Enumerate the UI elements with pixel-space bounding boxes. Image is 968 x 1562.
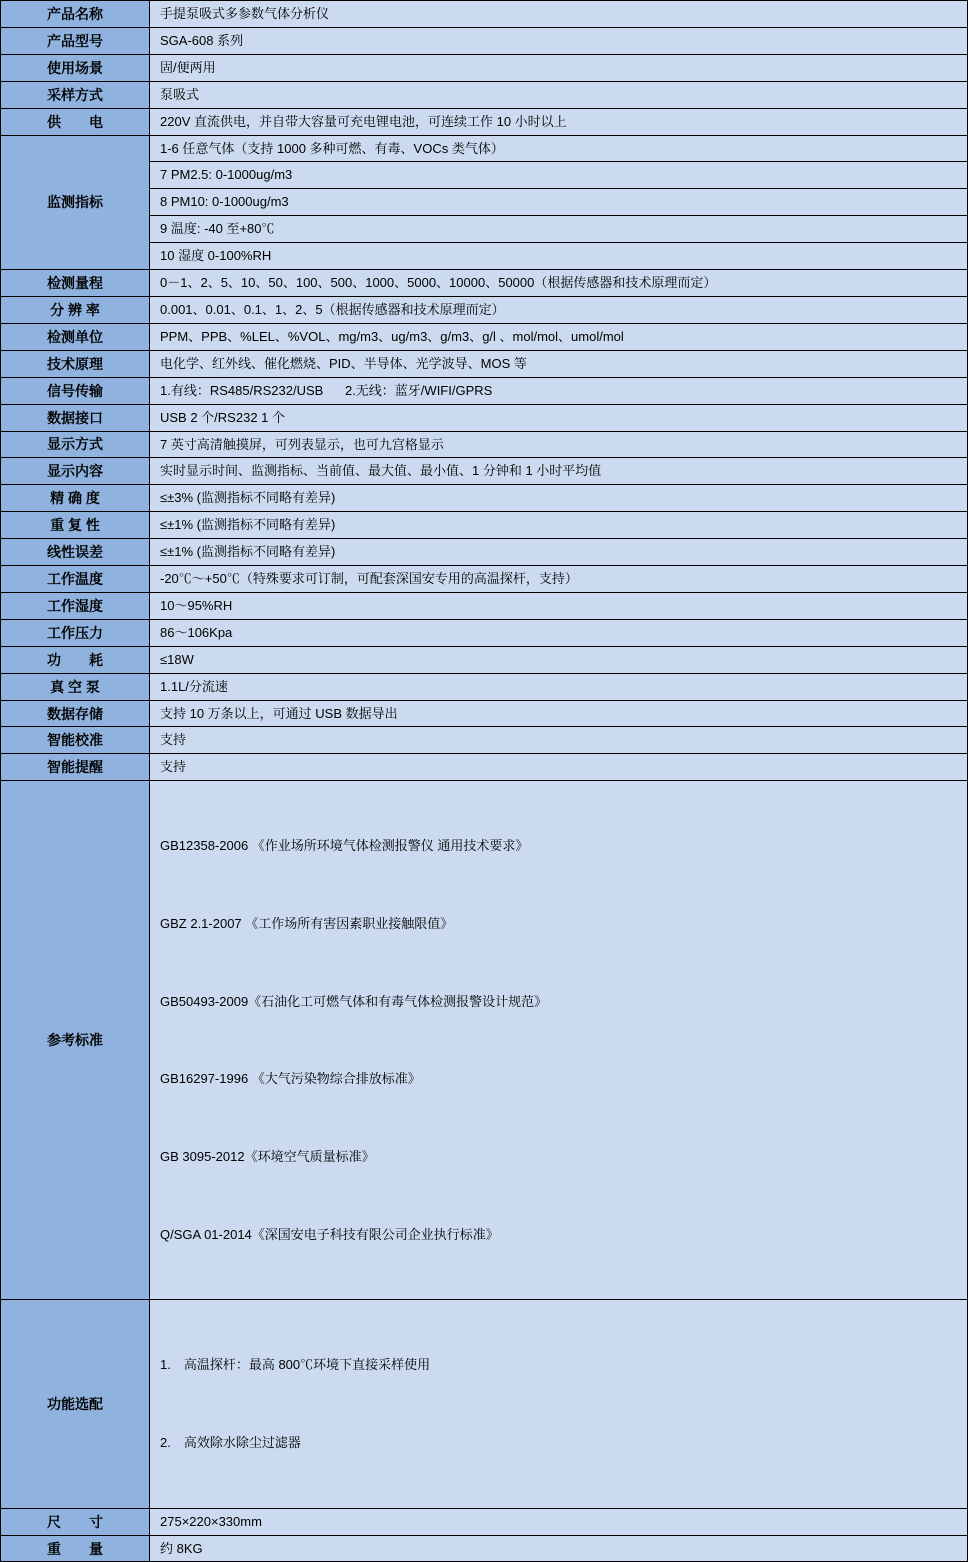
- spec-value: 1-6 任意气体（支持 1000 多种可燃、有毒、VOCs 类气体）: [150, 135, 968, 162]
- spec-label: 信号传输: [1, 377, 150, 404]
- table-row: [1, 270, 968, 297]
- spec-label: 使用场景: [1, 54, 150, 81]
- spec-label: 产品型号: [1, 27, 150, 54]
- standard-line: GB50493-2009《石油化工可燃气体和有毒气体检测报警设计规范》: [160, 993, 548, 1009]
- table-row: [1, 1, 968, 28]
- spec-value: ≤±3% (监测指标不同略有差异): [150, 485, 968, 512]
- option-line: 1. 高温探杆：最高 800℃环境下直接采样使用: [160, 1357, 431, 1373]
- spec-label: 产品名称: [1, 1, 150, 28]
- spec-value: 固/便两用: [150, 54, 968, 81]
- spec-label: 真 空 泵: [1, 673, 150, 700]
- spec-value-reference-standards: [150, 781, 968, 1300]
- spec-label: 检测单位: [1, 323, 150, 350]
- table-row: [1, 592, 968, 619]
- table-row: [1, 1300, 968, 1508]
- spec-value: 10 湿度 0-100%RH: [150, 243, 968, 270]
- spec-value: 支持 10 万条以上，可通过 USB 数据导出: [150, 700, 968, 727]
- spec-value: ≤±1% (监测指标不同略有差异): [150, 539, 968, 566]
- table-row: [1, 1508, 968, 1535]
- spec-value: 支持: [150, 754, 968, 781]
- table-row: [1, 566, 968, 593]
- table-row: [1, 27, 968, 54]
- spec-value: 泵吸式: [150, 81, 968, 108]
- spec-value: PPM、PPB、%LEL、%VOL、mg/m3、ug/m3、g/m3、g/l 、mol/mol、umol/mol: [150, 323, 968, 350]
- spec-value: 电化学、红外线、催化燃烧、PID、半导体、光学波导、MOS 等: [150, 350, 968, 377]
- spec-label-monitor-indicators: 监测指标: [1, 135, 150, 270]
- spec-label: 数据存储: [1, 700, 150, 727]
- table-row: [1, 135, 968, 162]
- spec-label: 智能校准: [1, 727, 150, 754]
- spec-label: 采样方式: [1, 81, 150, 108]
- spec-value: 86～106Kpa: [150, 619, 968, 646]
- spec-value: SGA-608 系列: [150, 27, 968, 54]
- spec-label: 显示内容: [1, 458, 150, 485]
- spec-label: 尺 寸: [1, 1508, 150, 1535]
- table-row: [1, 673, 968, 700]
- spec-label: 工作压力: [1, 619, 150, 646]
- spec-value: 220V 直流供电，并自带大容量可充电锂电池，可连续工作 10 小时以上: [150, 108, 968, 135]
- table-row: [1, 700, 968, 727]
- spec-value: ≤18W: [150, 646, 968, 673]
- table-row: [1, 81, 968, 108]
- table-row: [1, 54, 968, 81]
- table-row: [1, 781, 968, 1300]
- spec-value: 0－1、2、5、10、50、100、500、1000、5000、10000、50000（根据传感器和技术原理而定）: [150, 270, 968, 297]
- table-row: [1, 350, 968, 377]
- table-row: [1, 458, 968, 485]
- spec-value: 约 8KG: [150, 1535, 968, 1562]
- spec-value: 9 温度: -40 至+80℃: [150, 216, 968, 243]
- spec-value: 10～95%RH: [150, 592, 968, 619]
- spec-label: 供 电: [1, 108, 150, 135]
- spec-value: 实时显示时间、监测指标、当前值、最大值、最小值、1 分钟和 1 小时平均值: [150, 458, 968, 485]
- table-row: [1, 727, 968, 754]
- spec-label-reference-standards: 参考标准: [1, 781, 150, 1300]
- spec-value: 0.001、0.01、0.1、1、2、5（根据传感器和技术原理而定）: [150, 296, 968, 323]
- spec-value: 8 PM10: 0-1000ug/m3: [150, 189, 968, 216]
- standard-line: Q/SGA 01-2014《深国安电子科技有限公司企业执行标准》: [160, 1226, 499, 1242]
- spec-label: 重 复 性: [1, 512, 150, 539]
- table-row: [1, 108, 968, 135]
- spec-value: 1.有线：RS485/RS232/USB 2.无线：蓝牙/WIFI/GPRS: [150, 377, 968, 404]
- spec-label: 分 辨 率: [1, 296, 150, 323]
- spec-value: -20℃～+50℃（特殊要求可订制，可配套深国安专用的高温探杆，支持）: [150, 566, 968, 593]
- table-row: [1, 377, 968, 404]
- spec-value-optional-features: [150, 1300, 968, 1508]
- spec-value: 手提泵吸式多参数气体分析仪: [150, 1, 968, 28]
- standard-line: GB16297-1996 《大气污染物综合排放标准》: [160, 1071, 421, 1087]
- standard-line: GB12358-2006 《作业场所环境气体检测报警仪 通用技术要求》: [160, 838, 529, 854]
- spec-label: 检测量程: [1, 270, 150, 297]
- spec-label: 工作湿度: [1, 592, 150, 619]
- spec-label: 线性误差: [1, 539, 150, 566]
- table-row: [1, 323, 968, 350]
- table-row: [1, 619, 968, 646]
- table-row: [1, 296, 968, 323]
- table-row: [1, 404, 968, 431]
- spec-value: 7 PM2.5: 0-1000ug/m3: [150, 162, 968, 189]
- table-row: [1, 539, 968, 566]
- table-row: [1, 646, 968, 673]
- spec-label: 精 确 度: [1, 485, 150, 512]
- standard-line: GB 3095-2012《环境空气质量标准》: [160, 1148, 375, 1164]
- spec-label: 重 量: [1, 1535, 150, 1562]
- spec-label-optional-features: 功能选配: [1, 1300, 150, 1508]
- table-row: [1, 754, 968, 781]
- spec-label: 技术原理: [1, 350, 150, 377]
- spec-label: 显示方式: [1, 431, 150, 458]
- spec-value: USB 2 个/RS232 1 个: [150, 404, 968, 431]
- spec-value: 7 英寸高清触摸屏，可列表显示，也可九宫格显示: [150, 431, 968, 458]
- spec-value: ≤±1% (监测指标不同略有差异): [150, 512, 968, 539]
- table-row: [1, 431, 968, 458]
- standard-line: GBZ 2.1-2007 《工作场所有害因素职业接触限值》: [160, 915, 454, 931]
- spec-label: 数据接口: [1, 404, 150, 431]
- table-row: [1, 512, 968, 539]
- spec-label: 功 耗: [1, 646, 150, 673]
- spec-value: 275×220×330mm: [150, 1508, 968, 1535]
- table-row: [1, 485, 968, 512]
- spec-value: 1.1L/分流速: [150, 673, 968, 700]
- spec-value: 支持: [150, 727, 968, 754]
- spec-label: 智能提醒: [1, 754, 150, 781]
- table-row: [1, 1535, 968, 1562]
- spec-label: 工作温度: [1, 566, 150, 593]
- option-line: 2. 高效除水除尘过滤器: [160, 1434, 301, 1450]
